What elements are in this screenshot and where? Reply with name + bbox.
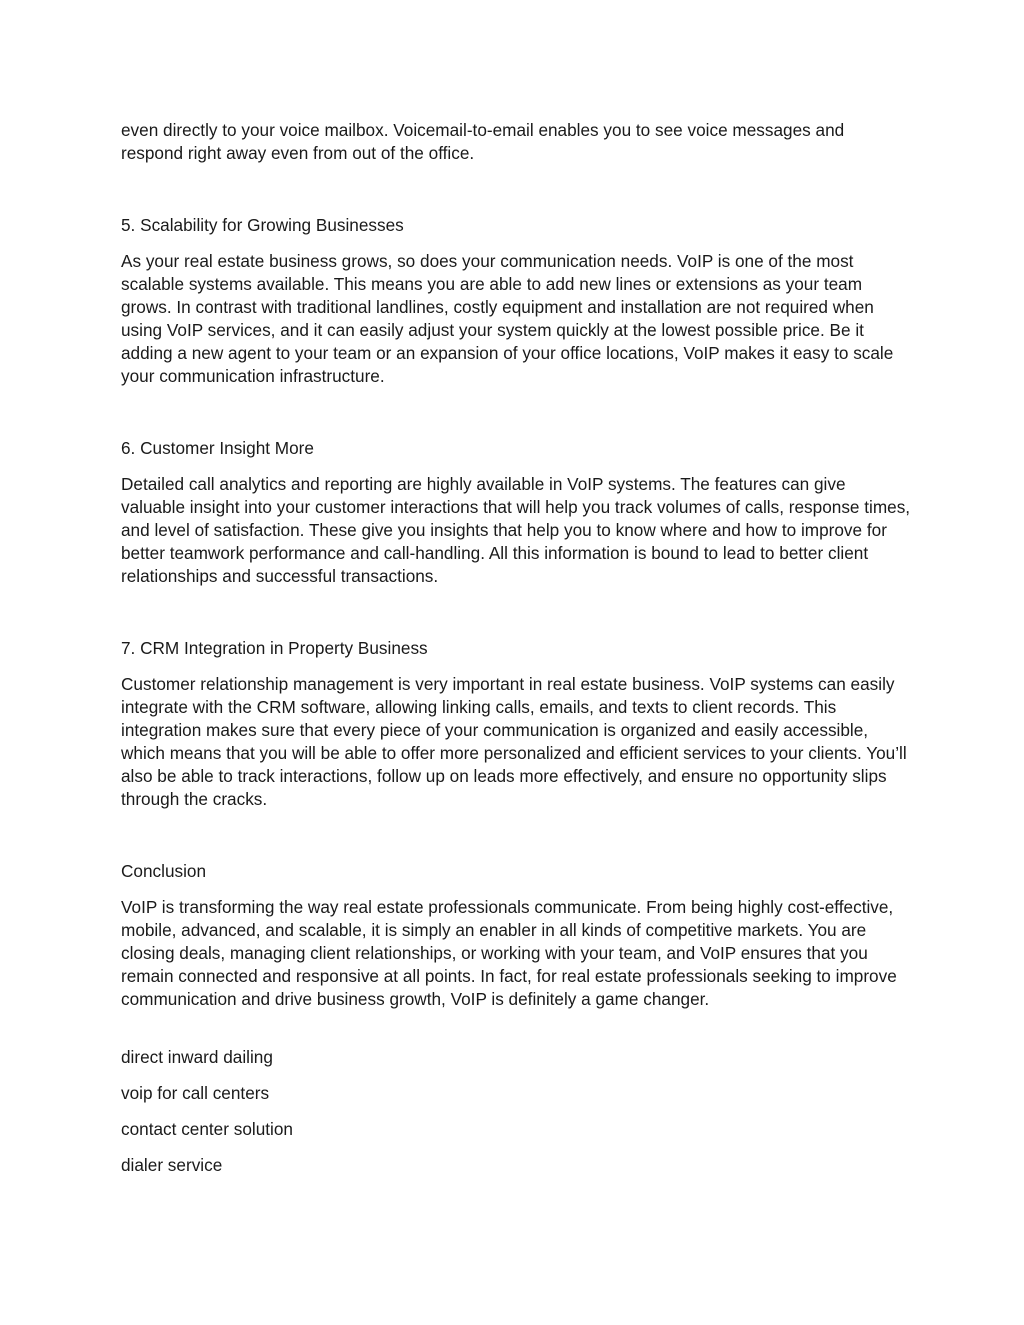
section-heading-scalability: 5. Scalability for Growing Businesses: [121, 215, 404, 235]
section-heading-crm-integration: 7. CRM Integration in Property Business: [121, 638, 428, 658]
keyword-link[interactable]: direct inward dailing: [121, 1047, 273, 1067]
section-body-crm-integration: Customer relationship management is very important in real estate business. VoIP systems can easily integrate with the CRM software, allowing linking calls, emails, and texts to client records. This integration makes sure that every piece of your communication is organized and easily accessible, which means that you will be able to offer more personalized and efficient services to your clients. You’ll also be able to track interactions, follow up on leads more effectively, and ensure no opportunity slips through the cracks.: [121, 674, 907, 809]
keyword-link[interactable]: contact center solution: [121, 1119, 293, 1139]
section-body-scalability: As your real estate business grows, so does your communication needs. VoIP is one of the most scalable systems available. This means you are able to add new lines or extensions as your team grows. In contrast with traditional landlines, costly equipment and installation are not required when using VoIP services, and it can easily adjust your system quickly at the lowest possible price. Be it adding a new agent to your team or an expansion of your office locations, VoIP makes it easy to scale your communication infrastructure.: [121, 251, 894, 386]
section-body-customer-insight: Detailed call analytics and reporting are highly available in VoIP systems. The features can give valuable insight into your customer interactions that will help you track volumes of calls, response times, and level of satisfaction. These give you insights that help you to know where and how to improve for better teamwork performance and call-handling. All this information is bound to lead to better client relationships and successful transactions.: [121, 474, 911, 586]
section-heading-customer-insight: 6. Customer Insight More: [121, 438, 314, 458]
document-page: [121, 119, 911, 1190]
keyword-link[interactable]: dialer service: [121, 1155, 223, 1175]
intro-paragraph: even directly to your voice mailbox. Voicemail-to-email enables you to see voice messages and respond right away even from out of the office.: [121, 120, 845, 163]
keyword-link[interactable]: voip for call centers: [121, 1083, 270, 1103]
section-body-conclusion: VoIP is transforming the way real estate professionals communicate. From being highly cost-effective, mobile, advanced, and scalable, it is simply an enabler in all kinds of competitive markets. You are closing deals, managing client relationships, or working with your team, and VoIP ensures that you remain connected and responsive at all points. In fact, for real estate professionals seeking to improve communication and drive business growth, VoIP is definitely a game changer.: [121, 897, 897, 1009]
section-heading-conclusion: Conclusion: [121, 861, 207, 881]
